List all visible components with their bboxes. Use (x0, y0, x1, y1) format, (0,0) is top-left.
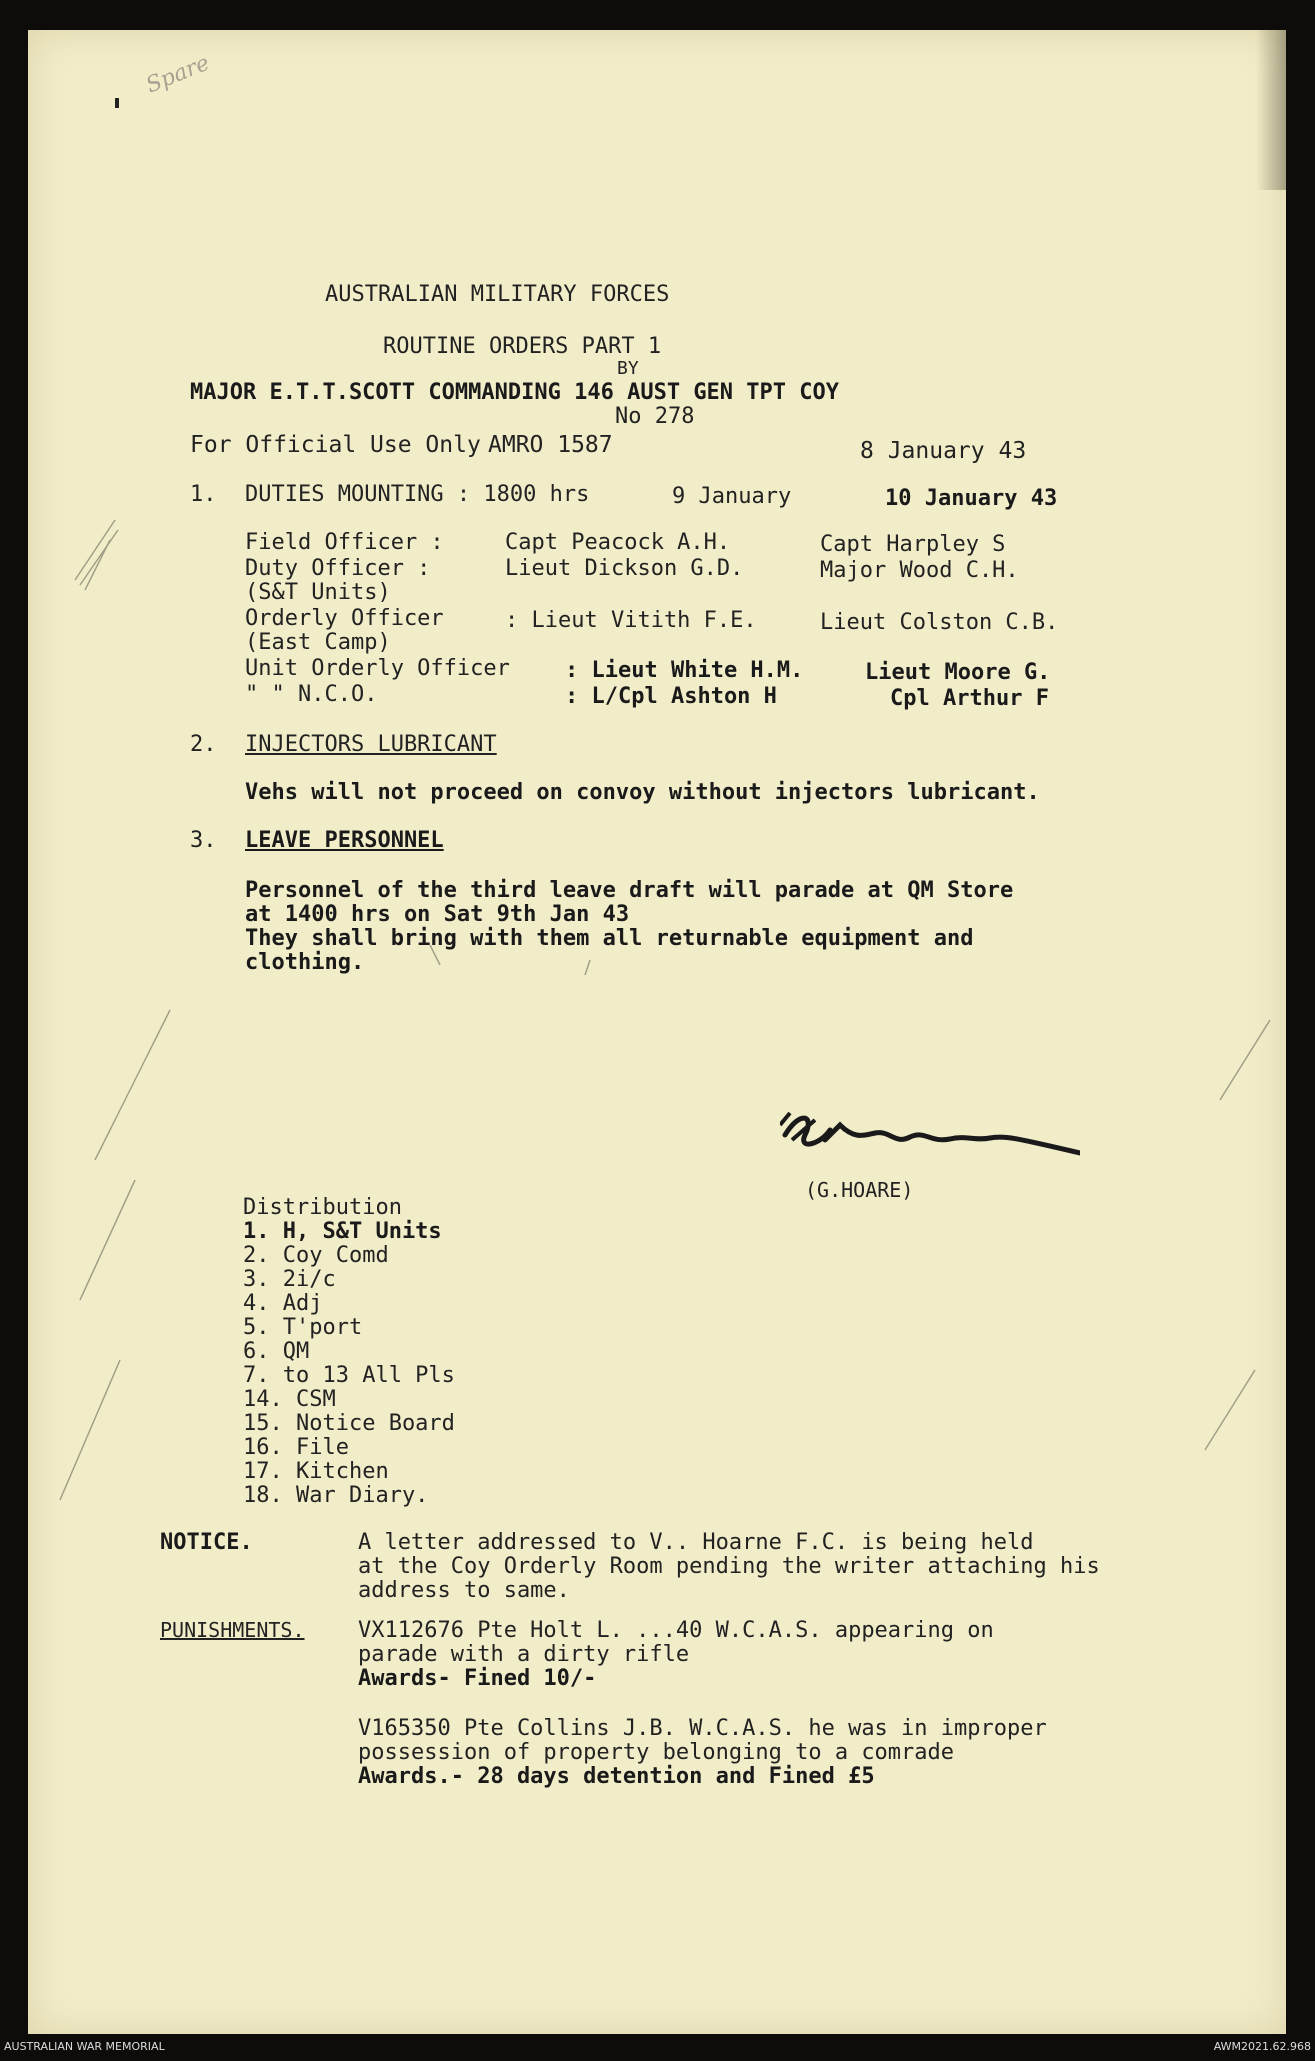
punishment-2-award: Awards.- 28 days detention and Fined £5 (358, 1764, 875, 1789)
duty-role-sub: (East Camp) (245, 630, 391, 655)
punishment-1-award: Awards- Fined 10/- (358, 1666, 597, 1691)
punishment-1-line: parade with a dirty rifle (358, 1642, 690, 1667)
pencil-annotation: Spare (142, 50, 214, 99)
section-3-line: They shall bring with them all returnable equipment and (245, 926, 974, 951)
duty-name-a: : L/Cpl Ashton H (565, 684, 777, 709)
section-1-date-col1: 9 January (672, 484, 792, 509)
header-title: AUSTRALIAN MILITARY FORCES (325, 282, 670, 307)
ink-mark (115, 98, 119, 108)
duty-role-sub: (S&T Units) (245, 580, 391, 605)
section-1-title: DUTIES MOUNTING : 1800 hrs (245, 482, 590, 507)
punishments-label: PUNISHMENTS. (160, 1618, 305, 1642)
duty-name-b: Capt Harpley S (820, 532, 1006, 557)
distribution-item: 17. Kitchen (243, 1459, 389, 1484)
distribution-item: 3. 2i/c (243, 1267, 336, 1292)
duty-name-a: Lieut Dickson G.D. (505, 556, 744, 581)
distribution-item: 16. File (243, 1435, 349, 1460)
signature-name: (G.HOARE) (805, 1178, 914, 1202)
distribution-item: 5. T'port (243, 1315, 363, 1340)
distribution-item: 6. QM (243, 1339, 310, 1364)
duty-name-b: Major Wood C.H. (820, 558, 1019, 583)
section-3-line: Personnel of the third leave draft will parade at QM Store (245, 878, 1014, 903)
footer-institution: AUSTRALIAN WAR MEMORIAL (4, 2040, 165, 2053)
duty-role: Orderly Officer (245, 606, 444, 631)
notice-line: at the Coy Orderly Room pending the writer attaching his (358, 1554, 1100, 1579)
header-commanding: MAJOR E.T.T.SCOTT COMMANDING 146 AUST GEN TPT COY (190, 380, 840, 405)
section-2-title: INJECTORS LUBRICANT (245, 732, 497, 757)
punishment-2-line: possession of property belonging to a comrade (358, 1740, 955, 1765)
distribution-heading: Distribution (243, 1195, 402, 1220)
official-use: For Official Use Only (190, 432, 481, 458)
amro-ref: AMRO 1587 (488, 432, 613, 458)
duty-name-a: Capt Peacock A.H. (505, 530, 731, 555)
notice-label: NOTICE. (160, 1530, 253, 1555)
header-by: BY (617, 358, 639, 379)
handwritten-signature (780, 1105, 1080, 1185)
distribution-item: 4. Adj (243, 1291, 323, 1316)
notice-line: A letter addressed to V.. Hoarne F.C. is being held (358, 1530, 1034, 1555)
distribution-item: 18. War Diary. (243, 1483, 429, 1508)
duty-name-a: : Lieut Vitith F.E. (505, 608, 757, 633)
duty-name-b: Lieut Moore G. (865, 660, 1051, 685)
duty-role: " " N.C.O. (245, 682, 378, 707)
header-routine-orders: ROUTINE ORDERS PART 1 (383, 334, 662, 359)
duty-name-b: Cpl Arthur F (890, 686, 1049, 711)
distribution-item: 1. H, S&T Units (243, 1219, 442, 1244)
footer-accession: AWM2021.62.968 (1213, 2040, 1311, 2053)
duty-name-a: : Lieut White H.M. (565, 658, 804, 683)
distribution-item: 15. Notice Board (243, 1411, 455, 1436)
header-number: No 278 (615, 404, 695, 429)
notice-line: address to same. (358, 1578, 570, 1603)
section-2-number: 2. (190, 732, 217, 757)
distribution-item: 2. Coy Comd (243, 1243, 389, 1268)
section-3-title: LEAVE PERSONNEL (245, 828, 444, 853)
section-1-number: 1. (190, 482, 217, 507)
duty-name-b: Lieut Colston C.B. (820, 610, 1059, 635)
duty-role: Duty Officer : (245, 556, 431, 581)
duty-role: Field Officer : (245, 530, 444, 555)
punishment-1-line: VX112676 Pte Holt L. ...40 W.C.A.S. appearing on (358, 1618, 994, 1643)
section-3-number: 3. (190, 828, 217, 853)
distribution-item: 7. to 13 All Pls (243, 1363, 455, 1388)
section-1-date-col2: 10 January 43 (885, 486, 1058, 511)
distribution-item: 14. CSM (243, 1387, 336, 1412)
section-2-body: Vehs will not proceed on convoy without injectors lubricant. (245, 780, 1040, 805)
section-3-line: at 1400 hrs on Sat 9th Jan 43 (245, 902, 630, 927)
duty-role: Unit Orderly Officer (245, 656, 510, 681)
punishment-2-line: V165350 Pte Collins J.B. W.C.A.S. he was in improper (358, 1716, 1047, 1741)
order-date: 8 January 43 (860, 438, 1027, 464)
section-3-line: clothing. (245, 950, 365, 975)
